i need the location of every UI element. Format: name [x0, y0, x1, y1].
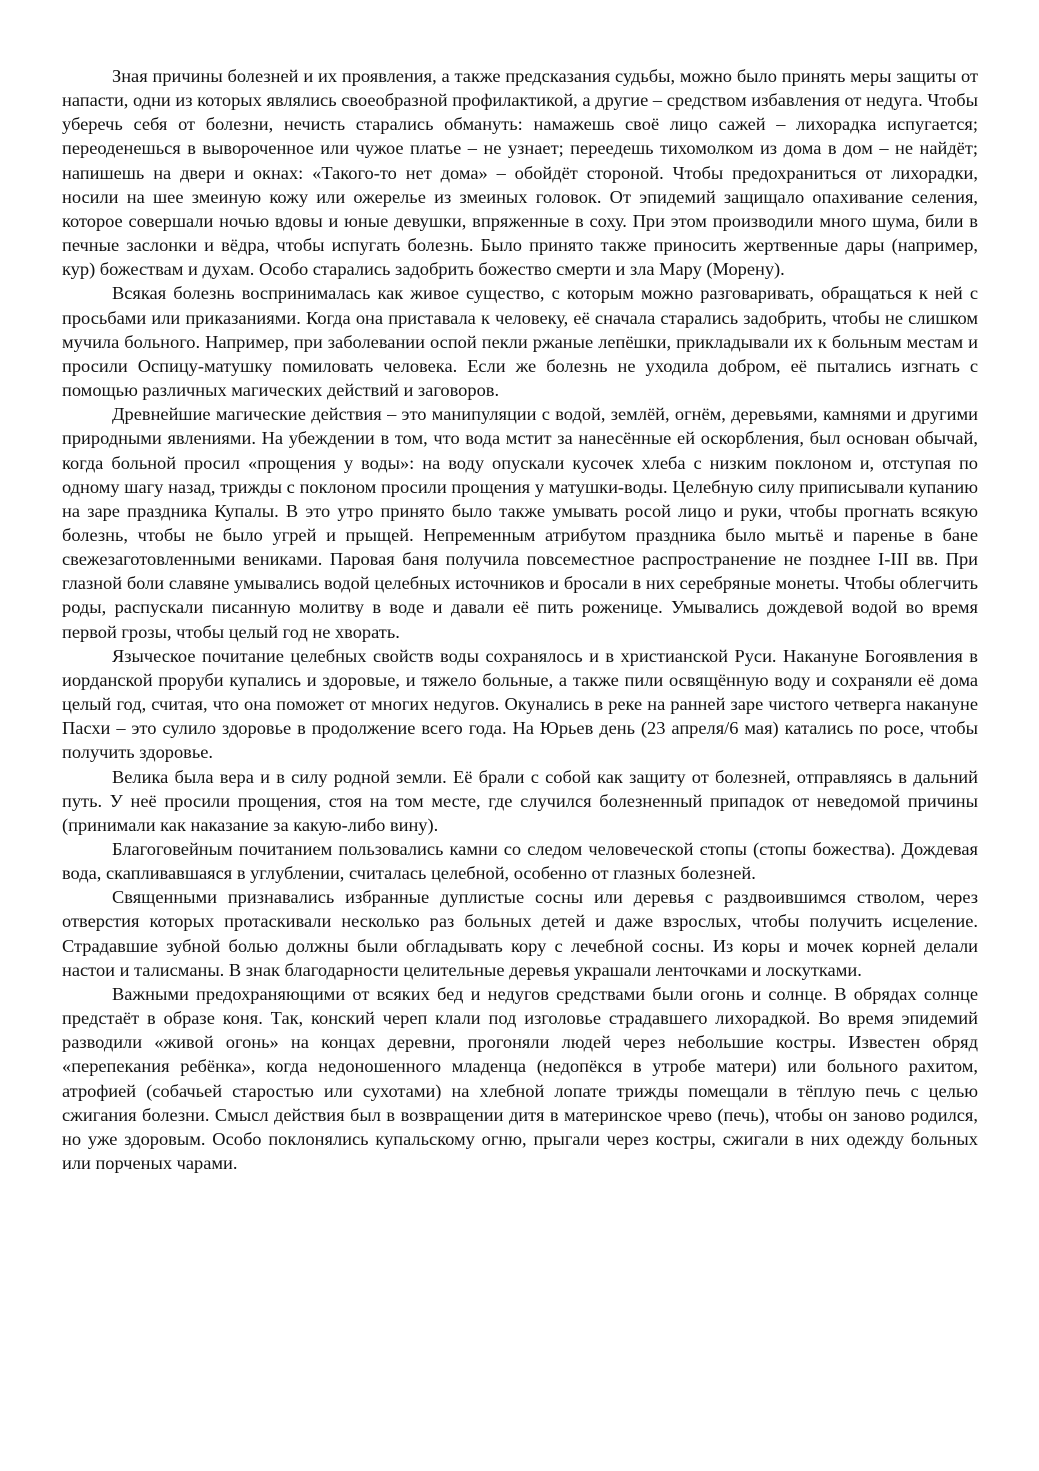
paragraph-sacred-stones: Благоговейным почитанием пользовались камни со следом человеческой стопы (стопы божества). Дождевая вода, скапливавшаяся в углублении, считалась целебной, особенно от глазных болезней.	[62, 839, 978, 884]
paragraph-native-earth: Велика была вера и в силу родной земли. Её брали с собой как защиту от болезней, отправляясь в дальний путь. У неё просили прощения, стоя на том месте, где случился болезненный припадок от неведомой причины (принимали как наказание за какую-либо вину).	[62, 766, 978, 835]
paragraph-water-magic: Древнейшие магические действия – это манипуляции с водой, землёй, огнём, деревьями, камнями и другими природными явлениями. На убеждении в том, что вода мстит за нанесённые ей оскорбления, был основан обычай, когда больной просил «прощения у воды»: на воду опускали кусочек хлеба с низким поклоном и, отступая по одному шагу назад, трижды с поклоном просили прощения у матушки-воды. Целебную силу приписывали купанию на заре праздника Купалы. В это утро принято было также умывать росой лицо и руки, чтобы прогнать всякую болезнь, чтобы не было угрей и прыщей. Непременным атрибутом праздника было мытьё и паренье в бане свежезаготовленными вениками. Паровая баня получила повсеместное распространение не позднее I-III вв. При глазной боли славяне умывались водой целебных источников и бросали в них серебряные монеты. Чтобы облегчить роды, распускали писанную молитву в воде и давали её пить роженице. Умывались дождевой водой во время первой грозы, чтобы целый год не хворать.	[62, 404, 978, 642]
paragraph-fire-and-sun: Важными предохраняющими от всяких бед и недугов средствами были огонь и солнце. В обрядах солнце предстаёт в образе коня. Так, конский череп клали под изголовье страдавшего лихорадкой. Во время эпидемий разводили «живой огонь» на концах деревни, прогоняли людей через небольшие костры. Известен обряд «перепекания ребёнка», когда недоношенного младенца (недопёкся в утробе матери) или больного рахитом, атрофией (собачьей старостью или сухотами) на хлебной лопате трижды помещали в тёплую печь с целью сжигания болезни. Смысл действия был в возвращении дитя в материнское чрево (печь), чтобы он заново родился, но уже здоровым. Особо поклонялись купальскому огню, прыгали через костры, сжигали в них одежду больных или порченых чарами.	[62, 983, 978, 1174]
document-body	[62, 64, 978, 1175]
paragraph-christian-water-veneration: Языческое почитание целебных свойств воды сохранялось и в христианской Руси. Накануне Богоявления в иорданской проруби купались и здоровые, и тяжело больные, а также пили освящённую воду и сохраняли её дома целый год, считая, что она поможет от многих недугов. Окунались в реке на ранней заре чистого четверга накануне Пасхи – это сулило здоровье в продолжение всего года. На Юрьев день (23 апреля/6 мая) катались по росе, чтобы получить здоровье.	[62, 645, 978, 763]
paragraph-protective-measures: Зная причины болезней и их проявления, а также предсказания судьбы, можно было принять меры защиты от напасти, одни из которых являлись своеобразной профилактикой, а другие – средством избавления от недуга. Чтобы уберечь себя от болезни, нечисть старались обмануть: намажешь своё лицо сажей – лихорадка испугается; переоденешься в вывороченное или чужое платье – не узнает; переедешь тихомолком из дома в дом – не найдёт; напишешь на двери и окнах: «Такого-то нет дома» – обойдёт стороной. Чтобы предохраниться от лихорадки, носили на шее змеиную кожу или ожерелье из змеиных головок. От эпидемий защищало опахивание селения, которое совершали ночью вдовы и юные девушки, впряженные в соху. При этом производили много шума, били в печные заслонки и вёдра, чтобы испугать болезнь. Было принято также приносить жертвенные дары (например, кур) божествам и духам. Особо старались задобрить божество смерти и зла Мару (Морену).	[62, 66, 978, 280]
paragraph-disease-as-living-being: Всякая болезнь воспринималась как живое существо, с которым можно разговаривать, обращаться к ней с просьбами или приказаниями. Когда она приставала к человеку, её сначала старались задобрить, чтобы не слишком мучила больного. Например, при заболевании оспой пекли ржаные лепёшки, прикладывали их к больным местам и просили Оспицу-матушку помиловать человека. Если же болезнь не уходила добром, её пытались изгнать с помощью различных магических действий и заговоров.	[62, 283, 978, 401]
paragraph-sacred-trees: Священными признавались избранные дуплистые сосны или деревья с раздвоившимся стволом, через отверстия которых протаскивали несколько раз больных детей и даже взрослых, чтобы получить исцеление. Страдавшие зубной болью должны были обгладывать кору с лечебной сосны. Из коры и мочек корней делали настои и талисманы. В знак благодарности целительные деревья украшали ленточками и лоскутками.	[62, 887, 978, 980]
